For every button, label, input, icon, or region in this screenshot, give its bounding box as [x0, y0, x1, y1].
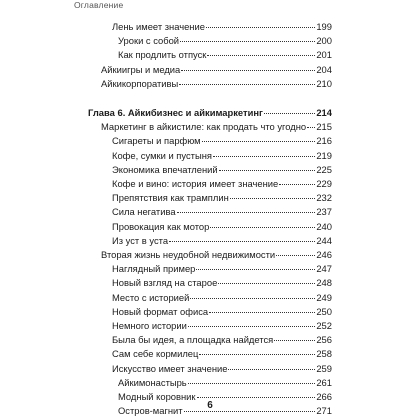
toc-entry — [101, 63, 332, 77]
toc-entry — [112, 276, 332, 290]
toc-entry-page: 258 — [316, 348, 332, 360]
dot-leader — [181, 70, 315, 71]
dot-leader — [274, 340, 315, 341]
dot-leader — [213, 156, 315, 157]
dot-leader — [279, 184, 315, 185]
toc-entry-title: Глава 6. Айкибизнес и айкимаркетинг — [88, 107, 263, 118]
toc-entry — [112, 333, 332, 347]
toc-entry-page: 248 — [316, 277, 332, 289]
toc-entry-title: Вторая жизнь неудобной недвижимости — [101, 249, 276, 260]
dot-leader — [230, 198, 316, 199]
dot-leader — [188, 383, 316, 384]
toc-entry-page: 200 — [316, 35, 332, 47]
toc-entry-title: Наглядный пример — [112, 263, 196, 275]
dot-leader — [206, 27, 315, 28]
toc-entry-page: 244 — [316, 234, 332, 246]
toc-entry — [112, 234, 332, 248]
toc-entry-page: 240 — [316, 220, 332, 232]
dot-leader — [218, 283, 315, 284]
toc-entry-title: Кофе, сумки и пустыня — [112, 149, 212, 161]
dot-leader — [188, 326, 315, 327]
dot-leader — [169, 241, 315, 242]
toc-entry — [112, 149, 332, 163]
toc-entry-title: Кофе и вино: история имеет значение — [112, 178, 279, 189]
toc-entry — [112, 362, 332, 376]
toc-entry-title: Препятствия как трамплин — [112, 192, 229, 204]
toc-entry — [112, 262, 332, 276]
toc-entry — [118, 376, 332, 390]
toc-entry-title: Айкимонастырь — [118, 376, 187, 388]
toc-entry — [112, 177, 332, 191]
toc-entry-page: 256 — [316, 334, 332, 346]
toc-entry-page: 247 — [316, 263, 332, 275]
toc-entry — [112, 305, 332, 319]
toc-entry-title: Провокация как мотор — [112, 220, 210, 232]
dot-leader — [179, 84, 315, 85]
toc-entry-title: Айкикорпоративы — [101, 77, 179, 89]
dot-leader — [210, 227, 315, 228]
toc-entry-title: Как продлить отпуск — [118, 49, 207, 61]
dot-leader — [199, 354, 315, 355]
dot-leader — [264, 113, 315, 114]
toc-entry-title: Сила негатива — [112, 206, 176, 218]
toc-entry-title: Маркетинг в айкистиле: как продать что угодно — [101, 121, 307, 133]
toc-entry-page: 225 — [316, 163, 332, 175]
dot-leader — [184, 411, 316, 412]
dot-leader — [207, 55, 315, 56]
toc-entry-page: 210 — [316, 77, 332, 89]
page-number: 6 — [207, 400, 213, 411]
toc-entry-page: 199 — [316, 21, 332, 32]
toc-entry — [88, 106, 332, 120]
toc-entry-title: Лень имеет значение — [112, 21, 205, 32]
dot-leader — [197, 397, 316, 398]
toc-entry-page: 204 — [316, 63, 332, 75]
toc-entry-title: Из уст в уста — [112, 234, 169, 246]
toc-entry — [101, 248, 332, 262]
toc-entry-page: 252 — [316, 320, 332, 331]
dot-leader — [180, 41, 315, 42]
toc-entry — [112, 291, 332, 305]
toc-entry — [101, 77, 332, 91]
toc-entry — [112, 205, 332, 219]
toc-entry-title: Искусство имеет значение — [112, 362, 228, 374]
toc-entry-page: 246 — [316, 249, 332, 260]
toc-entry-page: 214 — [316, 107, 332, 118]
toc-entry — [101, 120, 332, 134]
toc-entry-page: 261 — [316, 376, 332, 388]
dot-leader — [228, 369, 315, 370]
toc-entry — [112, 20, 332, 34]
toc-entry-page: 250 — [316, 305, 332, 317]
toc-entry — [112, 163, 332, 177]
toc-entry-title: Остров-магнит — [118, 405, 183, 417]
toc-entry-title: Была бы идея, а площадка найдется — [112, 334, 274, 346]
toc-entry-title: Модный коровник — [118, 391, 196, 402]
dot-leader — [307, 127, 315, 128]
toc-entry-title: Экономика впечатлений — [112, 163, 218, 175]
toc-entry-title: Сигареты и парфюм — [112, 135, 201, 147]
toc-entry — [112, 220, 332, 234]
toc-entry — [118, 34, 332, 48]
toc-entry-title: Немного истории — [112, 320, 187, 331]
toc-entry-page: 219 — [316, 149, 332, 161]
toc-entry-title: Сам себе кормилец — [112, 348, 199, 360]
toc-entry-page: 271 — [316, 405, 332, 417]
toc-entry — [112, 134, 332, 148]
toc-entry-page: 216 — [316, 135, 332, 147]
toc-entry-page: 215 — [316, 121, 332, 133]
dot-leader — [219, 170, 316, 171]
toc-entry-title: Новый формат офиса — [112, 305, 209, 317]
running-head: Оглавление — [74, 0, 124, 10]
dot-leader — [190, 298, 315, 299]
toc-entry — [112, 191, 332, 205]
toc-entry-page: 237 — [316, 206, 332, 218]
toc-entry-page: 232 — [316, 192, 332, 204]
toc-entry — [112, 319, 332, 333]
toc-entry — [118, 48, 332, 62]
dot-leader — [276, 255, 315, 256]
toc-entry-page: 266 — [316, 391, 332, 402]
dot-leader — [177, 212, 316, 213]
toc-entry-page: 249 — [316, 291, 332, 303]
toc-entry-page: 259 — [316, 362, 332, 374]
toc-entry-title: Место с историей — [112, 291, 190, 303]
dot-leader — [196, 269, 315, 270]
toc-entry-page: 229 — [316, 178, 332, 189]
toc-entry-title: Уроки с собой — [118, 35, 180, 47]
toc-entry-title: Новый взгляд на старое — [112, 277, 218, 289]
toc-entry-page: 201 — [316, 49, 332, 61]
toc-entry — [112, 347, 332, 361]
toc-entry-title: Айкиигры и медиа — [101, 63, 181, 75]
dot-leader — [209, 312, 315, 313]
dot-leader — [202, 141, 316, 142]
